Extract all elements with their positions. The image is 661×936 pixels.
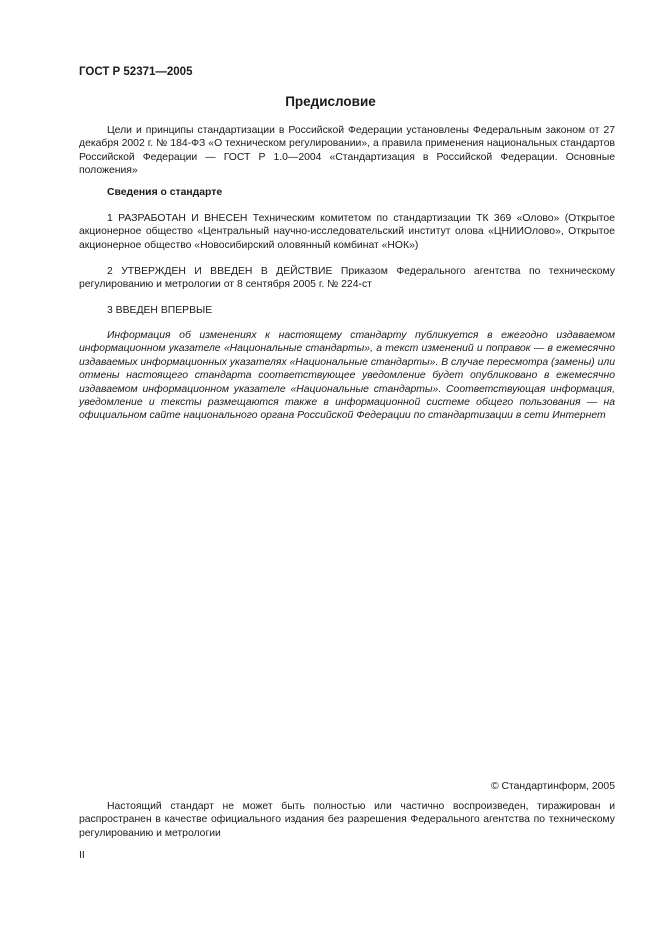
item-approved: 2 УТВЕРЖДЕН И ВВЕДЕН В ДЕЙСТВИЕ Приказом Федерального агентства по техническому регулированию и метрологии от 8 сентября 2005 г. № 224-ст (79, 266, 615, 291)
section-title: Сведения о стандарте (107, 187, 223, 198)
info-paragraph: Информация об изменениях к настоящему стандарту публикуется в ежегодно издаваемом информационном указателе «Национальные стандарты», а текст изменений и поправок — в ежемесячно издаваемых информационных указателях «Национальные стандарты». В случае пересмотра (замены) или отмены настоящего стандарта соответствующее уведомление будет опубликовано в ежемесячно издаваемом информационном указателе «Национальные стандарты». Соответствующая информация, уведомление и тексты размещаются также в информационной системе общего пользования — на официальном сайте национального органа Российской Федерации по стандартизации в сети Интернет (79, 330, 615, 422)
item-developed: 1 РАЗРАБОТАН И ВНЕСЕН Техническим комитетом по стандартизации ТК 369 «Олово» (Открытое акционерное общество «Центральный научно-исследовательский институт олова «ЦНИИОлово», Открытое акционерное общество «Новосибирский оловянный комбинат «НОК») (79, 213, 615, 251)
item-introduced: 3 ВВЕДЕН ВПЕРВЫЕ (107, 305, 213, 316)
page-number: II (79, 850, 85, 861)
page-title: Предисловие (285, 94, 376, 109)
intro-paragraph: Цели и принципы стандартизации в Российской Федерации установлены Федеральным законом от 27 декабря 2002 г. № 184-ФЗ «О техническом регулировании», а правила применения национальных стандартов Российской Федерации — ГОСТ Р 1.0—2004 «Стандартизация в Российской Федерации. Основные положения» (79, 125, 615, 177)
copyright: © Стандартинформ, 2005 (490, 781, 615, 792)
notice-paragraph: Настоящий стандарт не может быть полностью или частично воспроизведен, тиражирован и распространен в качестве официального издания без разрешения Федерального агентства по техническому регулированию и метрологии (79, 801, 615, 839)
standard-number: ГОСТ Р 52371—2005 (79, 66, 193, 78)
